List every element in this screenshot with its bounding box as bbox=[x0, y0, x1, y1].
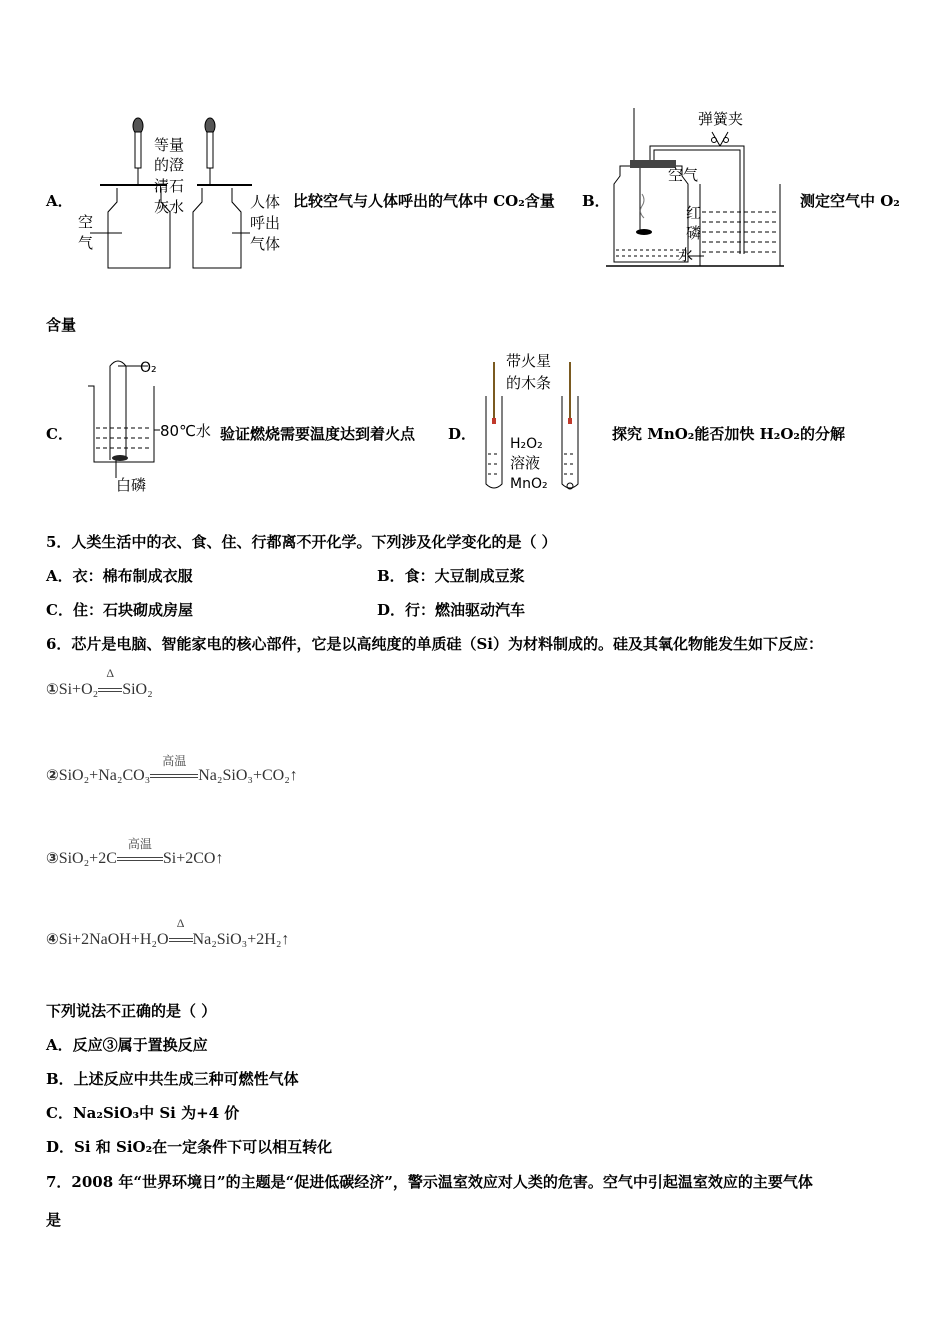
figure-d-test-tubes bbox=[478, 346, 588, 496]
eq4-left: Si+2NaOH+H₂O bbox=[58, 931, 169, 948]
figure-a-bottles bbox=[72, 112, 292, 277]
eq2-right: Na₂SiO₃+CO₂↑ bbox=[198, 767, 298, 784]
eq3-left: SiO₂+2C bbox=[58, 850, 117, 867]
dropper-label-4: 灰水 bbox=[154, 198, 185, 216]
q6-option-b: B．上述反应中共生成三种可燃性气体 bbox=[46, 1070, 299, 1088]
eq1-right: SiO₂ bbox=[122, 681, 153, 698]
clamp-label: 弹簧夹 bbox=[698, 110, 744, 128]
solution-label: 溶液 bbox=[510, 454, 541, 472]
figure-c-beaker bbox=[74, 350, 220, 496]
q6-sub-stem: 下列说法不正确的是（ ） bbox=[46, 1002, 217, 1020]
eq3-condition: 高温 bbox=[127, 837, 152, 851]
hot-water-label: 80℃水 bbox=[160, 422, 211, 440]
equation-2 bbox=[46, 754, 298, 785]
splint-label-2: 的木条 bbox=[506, 374, 552, 392]
q7-stem-cont: 是 bbox=[46, 1211, 62, 1229]
eq-mark-2: ② bbox=[46, 766, 59, 784]
dropper-right bbox=[205, 118, 215, 184]
equation-1 bbox=[46, 666, 153, 699]
breath-label-1: 人体 bbox=[250, 193, 281, 211]
h2o2-label: H₂O₂ bbox=[510, 436, 543, 452]
eq-mark-3: ③ bbox=[46, 849, 59, 867]
dropper-left bbox=[133, 118, 143, 184]
option-a-text: 比较空气与人体呼出的气体中 CO₂含量 bbox=[293, 192, 555, 210]
air-label: 空气 bbox=[668, 166, 699, 184]
dropper-label-3: 清石 bbox=[154, 177, 185, 195]
eq4-right: Na₂SiO₃+2H₂↑ bbox=[192, 931, 290, 948]
option-c-text: 验证燃烧需要温度达到着火点 bbox=[220, 425, 416, 443]
q5-option-d: D．行：燃油驱动汽车 bbox=[377, 601, 526, 619]
option-d-text: 探究 MnO₂能否加快 H₂O₂的分解 bbox=[612, 425, 845, 443]
dropper-label-2: 的澄 bbox=[154, 156, 185, 174]
equation-3 bbox=[46, 837, 224, 868]
eq-mark-1: ① bbox=[46, 680, 59, 698]
breath-label-3: 气体 bbox=[250, 235, 281, 253]
q5-option-a: A．衣：棉布制成衣服 bbox=[46, 567, 193, 585]
eq-mark-4: ④ bbox=[46, 930, 59, 948]
q7-stem: 7．2008 年“世界环境日”的主题是“促进低碳经济”，警示温室效应对人类的危害。空气中引起温室效应的主要气体 bbox=[46, 1173, 813, 1191]
q5-stem: 5．人类生活中的衣、食、住、行都离不开化学。下列涉及化学变化的是（ ） bbox=[46, 533, 557, 551]
option-c-label: C． bbox=[46, 425, 73, 443]
option-a-label: A． bbox=[46, 192, 73, 210]
eq3-right: Si+2CO↑ bbox=[162, 850, 224, 867]
option-d-label: D． bbox=[448, 425, 477, 443]
dropper-label-1: 等量 bbox=[154, 136, 185, 154]
option-b-text-cont: 含量 bbox=[46, 316, 77, 334]
o2-label: O₂ bbox=[140, 360, 157, 376]
water-label: 水 bbox=[678, 246, 694, 264]
eq2-left: SiO₂+Na₂CO₃ bbox=[58, 767, 151, 784]
q5-option-b: B．食：大豆制成豆浆 bbox=[377, 567, 525, 585]
eq2-condition: 高温 bbox=[162, 754, 187, 768]
splint-label-1: 带火星 bbox=[506, 352, 552, 370]
phosphorus-label: 磷 bbox=[686, 224, 702, 242]
figure-b-apparatus bbox=[604, 104, 794, 274]
equation-4 bbox=[46, 916, 290, 949]
option-b-label: B． bbox=[582, 192, 610, 210]
option-b-text: 测定空气中 O₂ bbox=[800, 192, 900, 210]
q5-option-c: C．住：石块砌成房屋 bbox=[46, 601, 193, 619]
air-label-1: 空 bbox=[78, 213, 94, 231]
eq4-condition: Δ bbox=[176, 916, 185, 930]
eq1-condition: Δ bbox=[106, 666, 115, 680]
q6-option-a: A．反应③属于置换反应 bbox=[46, 1036, 208, 1054]
mno2-label: MnO₂ bbox=[510, 476, 548, 492]
breath-label-2: 呼出 bbox=[250, 214, 281, 232]
air-label-2: 气 bbox=[78, 234, 94, 252]
q6-stem: 6．芯片是电脑、智能家电的核心部件，它是以高纯度的单质硅（Si）为材料制成的。硅及其氧化物能发生如下反应： bbox=[46, 635, 823, 653]
eq1-left: Si+O₂ bbox=[58, 681, 99, 698]
red-label: 红 bbox=[686, 204, 702, 222]
q6-option-c: C．Na₂SiO₃中 Si 为+4 价 bbox=[46, 1104, 240, 1122]
white-phosphorus-label: 白磷 bbox=[116, 476, 147, 494]
q6-option-d: D．Si 和 SiO₂在一定条件下可以相互转化 bbox=[46, 1138, 333, 1156]
